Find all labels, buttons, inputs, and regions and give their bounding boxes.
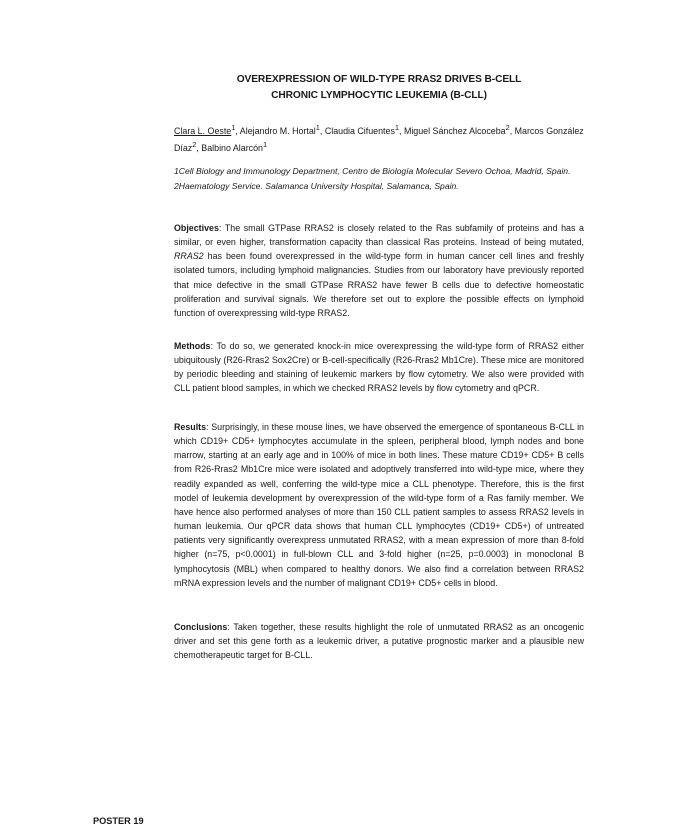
affiliation-mark: 2 xyxy=(192,140,197,150)
affiliation-mark: 1 xyxy=(315,123,320,132)
affiliation-mark: 1 xyxy=(262,140,268,150)
author-name: , Alejandro M. Hortal xyxy=(235,125,316,136)
gene-name-italic: RRAS2 xyxy=(174,251,204,262)
affiliation-2: 2Haematology Service. Salamanca University Hospital, Salamanca, Spain. xyxy=(174,180,459,191)
affiliations xyxy=(174,164,594,193)
title-line-2: CHRONIC LYMPHOCYTIC LEUKEMIA (B-CLL) xyxy=(271,90,487,101)
author-name: , Marcos González Díaz xyxy=(174,125,584,154)
results-section xyxy=(174,420,584,590)
methods-section xyxy=(174,339,584,396)
results-text: : Surprisingly, in these mouse lines, we have observed the emergence of spontaneous B-CLL in which CD19+ CD5+ lymphocytes accumulate in the spleen, peripheral blood, lymph nodes and bone marrow, starting at an early age and in 100% of mice in both lines. These mature CD19+ CD5+ B cells from R26-Rras2 Mb1Cre mice were isolated and adoptively transferred into wild-type mice, where they readily expanded as well, conferring the wild-type mice a CLL phenotype. Therefore, this is the first model of leukemia development by overexpression of the wild-type form of a Ras family member. We have hence also performed analyses of more than 150 CLL patient samples to assess RRAS2 levels in human leukemia. Our qPCR data shows that human CLL lymphocytes (CD19+ CD5+) of untreated patients very significantly overexpress unmutated RRAS2, with a mean expression of more than 8-fold higher (n=75, p<0.0001) in full-blown CLL and 3-fold higher (n=25, p=0.0003) in monoclonal B lymphocytosis (MBL) when compared to healthy donors. We also find a correlation between RRAS2 mRNA expression levels and the number of malignant CD19+ CD5+ cells in blood. xyxy=(174,422,584,588)
objectives-section xyxy=(174,221,584,320)
abstract-title xyxy=(174,72,584,104)
objectives-label: Objectives xyxy=(174,223,219,233)
objectives-text-cont: has been found overexpressed in the wild-type form in human cancer cell lines and freshly isolated tumors, including lymphoid malignancies. Studies from our laboratory have previously reported that mice defective in the small GTPase RRAS2 have fewer B cells due to defective homeostatic proliferation and survival signals. We therefore set out to explore the possible effects on lymphoid function of overexpressing wild-type RRAS2. xyxy=(174,251,584,318)
results-label: Results xyxy=(174,422,207,432)
affiliation-mark: 2 xyxy=(505,123,510,132)
methods-text: : To do so, we generated knock-in mice overexpressing the wild-type form of RRAS2 either ubiquitously (R26-Rras2 Sox2Cre) or B-cell-specifically (R26-Rras2 Mb1Cre). These mice are monitored by periodic bleeding and staining of leukemic markers by flow cytometry. We also were provided with CLL patient blood samples, in which we checked RRAS2 levels by flow cytometry and qPCR. xyxy=(174,341,584,394)
author-name: , Miguel Sánchez Alcoceba xyxy=(399,125,506,136)
author-name: , Claudia Cifuentes xyxy=(319,125,395,136)
conclusions-text: : Taken together, these results highlight the role of unmutated RRAS2 as an oncogenic driver and set this gene forth as a leukemic driver, a putative prognostic marker and a plausible new chemotherapeutic target for B-CLL. xyxy=(174,622,584,661)
objectives-text: : The small GTPase RRAS2 is closely related to the Ras subfamily of proteins and has a similar, or even higher, transformation capacity than classical Ras proteins. Instead of being mutated, xyxy=(174,223,584,248)
conclusions-label: Conclusions xyxy=(174,622,228,632)
title-line-1: OVEREXPRESSION OF WILD-TYPE RRAS2 DRIVES B-CELL xyxy=(236,74,522,85)
conclusions-section xyxy=(174,620,584,662)
author-name: , Balbino Alarcón xyxy=(196,143,263,154)
affiliation-1: 1Cell Biology and Immunology Department, Centro de Biología Molecular Severo Ochoa, Madrid, Spain. xyxy=(174,166,571,176)
affiliation-mark: 1 xyxy=(231,123,236,132)
poster-number: POSTER 19 xyxy=(93,816,144,826)
affiliation-mark: 1 xyxy=(394,123,400,132)
author-list xyxy=(174,121,584,156)
presenting-author: Clara L. Oeste xyxy=(174,125,232,136)
methods-label: Methods xyxy=(174,341,211,351)
